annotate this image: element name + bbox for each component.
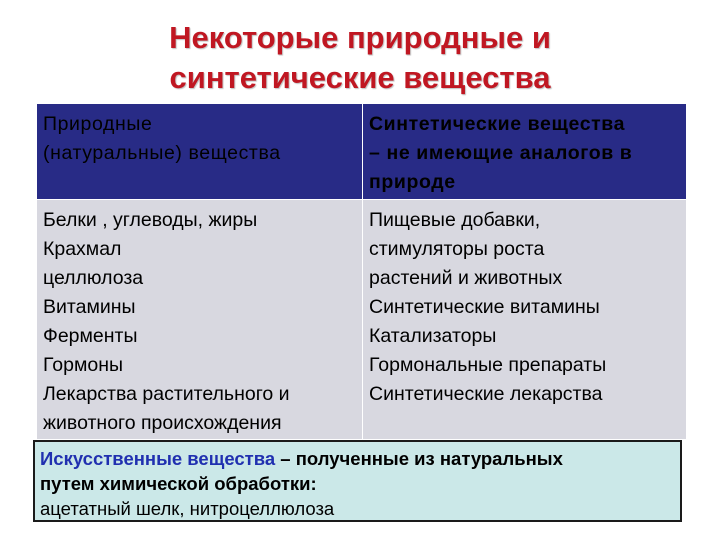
artificial-substances-note	[33, 440, 682, 522]
header-synthetic-line-3: природе	[369, 171, 456, 193]
note-definition-line-2: путем химической обработки:	[40, 473, 317, 494]
title-line-2: синтетические вещества	[169, 60, 551, 95]
list-item: Катализаторы	[369, 325, 497, 347]
list-item: Синтетические лекарства	[369, 383, 603, 405]
list-item: Ферменты	[43, 325, 138, 347]
list-item: Синтетические витамины	[369, 296, 600, 318]
list-item: Гормоны	[43, 354, 123, 376]
header-natural-line-1: Природные	[43, 113, 153, 135]
title-line-1: Некоторые природные и	[169, 20, 551, 55]
comparison-table	[36, 103, 687, 440]
header-natural	[37, 104, 363, 200]
list-item: животного происхождения	[43, 412, 282, 434]
header-natural-line-2: (натуральные) вещества	[43, 142, 281, 164]
synthetic-list	[363, 200, 687, 440]
header-synthetic-line-1: Синтетические вещества	[369, 113, 626, 135]
note-definition: – полученные из натуральных	[275, 448, 563, 469]
list-item: Белки , углеводы, жиры	[43, 209, 258, 231]
list-item: Гормональные препараты	[369, 354, 607, 376]
list-item: Лекарства растительного и	[43, 383, 290, 405]
list-item: Витамины	[43, 296, 136, 318]
slide-title	[0, 18, 720, 98]
note-term: Искусственные вещества	[40, 448, 276, 469]
list-item: растений и животных	[369, 267, 563, 289]
list-item: Пищевые добавки,	[369, 209, 541, 231]
note-examples: ацетатный шелк, нитроцеллюлоза	[40, 498, 335, 519]
natural-list	[37, 200, 363, 440]
list-item: стимуляторы роста	[369, 238, 545, 260]
list-item: Крахмал	[43, 238, 122, 260]
table-body-row	[37, 200, 687, 440]
header-synthetic	[363, 104, 687, 200]
table-header-row	[37, 104, 687, 200]
list-item: целлюлоза	[43, 267, 144, 289]
header-synthetic-line-2: – не имеющие аналогов в	[369, 142, 633, 164]
